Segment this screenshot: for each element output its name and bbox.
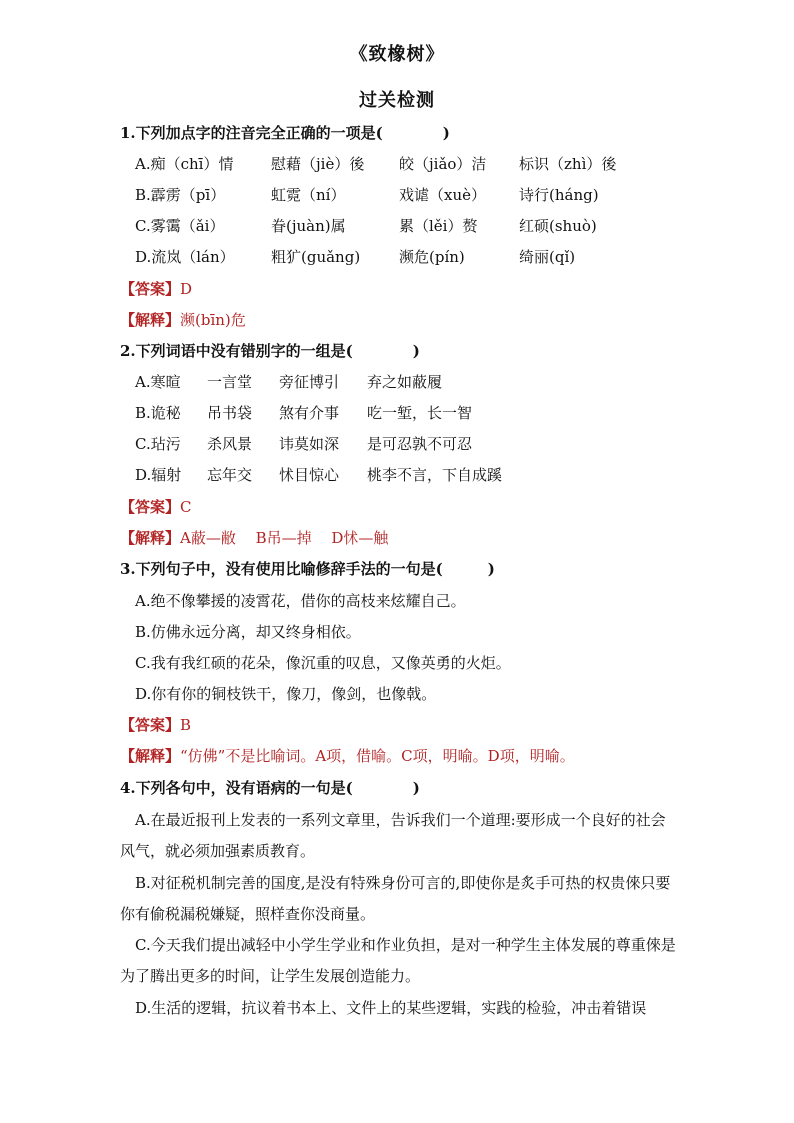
question-3-option-a: A.绝不像攀援的凌霄花，借你的高枝来炫耀自己。 xyxy=(135,592,466,610)
answer-tag: 【答案】 xyxy=(120,280,181,298)
question-3-explanation xyxy=(120,746,575,766)
explain-tag: 【解释】 xyxy=(120,747,181,765)
option-cell: 皎（jiǎo）洁 xyxy=(399,155,487,173)
option-cell: 濒危(pín) xyxy=(399,248,465,266)
answer-value: D xyxy=(180,280,193,298)
option-cell: 粗犷(guǎng) xyxy=(271,248,361,266)
question-1-answer xyxy=(120,279,192,299)
option-cell: A.痴（chī）情 xyxy=(135,155,234,173)
explain-text: 濒(bīn)危 xyxy=(180,311,246,329)
question-4-stem: 4.下列各句中，没有语病的一句是( ) xyxy=(120,779,420,797)
option-cell: 桃李不言，下自成蹊 xyxy=(367,466,503,484)
question-2-answer xyxy=(120,497,192,517)
option-cell: B.霹雳（pī） xyxy=(135,186,226,204)
question-4-option-b: B.对征税机制完善的国度,是没有特殊身份可言的,即使你是炙手可热的权贵倈只要你有偷税漏税嫌疑，照样查你没商量。 xyxy=(120,874,671,923)
option-cell: 绮丽(qǐ) xyxy=(519,248,576,266)
option-cell: 吊书袋 xyxy=(207,404,253,422)
answer-value: B xyxy=(180,716,192,734)
option-cell: 红硕(shuò) xyxy=(519,217,597,235)
option-cell: D.辐射 xyxy=(135,466,182,484)
question-2-explanation xyxy=(120,528,388,548)
option-cell: 煞有介事 xyxy=(279,404,340,422)
question-3-stem: 3.下列句子中，没有使用比喻修辞手法的一句是( ) xyxy=(120,560,495,578)
question-2-stem: 2.下列词语中没有错别字的一组是( ) xyxy=(120,342,420,360)
document-title: 《致橡树》 xyxy=(349,44,445,65)
option-cell: 是可忍孰不可忍 xyxy=(367,435,473,453)
question-1-explanation xyxy=(120,310,246,330)
question-3-option-d: D.你有你的铜枝铁干，像刀，像剑，也像戟。 xyxy=(135,685,437,703)
option-cell: 忘年交 xyxy=(207,466,253,484)
option-cell: B.诡秘 xyxy=(135,404,181,422)
answer-value: C xyxy=(180,498,192,516)
option-cell: 杀风景 xyxy=(207,435,253,453)
option-cell: 弃之如蔽履 xyxy=(367,373,443,391)
option-cell: 一言堂 xyxy=(207,373,253,391)
explain-text: “仿佛”不是比喻词。A项，借喻。C项，明喻。D项，明喻。 xyxy=(180,747,575,765)
option-cell: 眷(juàn)属 xyxy=(271,217,346,235)
option-cell: 诗行(háng) xyxy=(519,186,599,204)
option-cell: 累（lěi）赘 xyxy=(399,217,478,235)
question-4-option-c: C.今天我们提出减轻中小学生学业和作业负担，是对一种学生主体发展的尊重倈是为了腾出更多的时间，让学生发展创造能力。 xyxy=(120,936,676,985)
option-cell: C.雾霭（ǎi） xyxy=(135,217,225,235)
option-cell: 慰藉（jiè）後 xyxy=(271,155,365,173)
question-3-option-b: B.仿佛永远分离，却又终身相依。 xyxy=(135,623,361,641)
option-cell: A.寒暄 xyxy=(135,373,181,391)
option-cell: 讳莫如深 xyxy=(279,435,340,453)
document-subtitle: 过关检测 xyxy=(359,90,435,111)
explain-tag: 【解释】 xyxy=(120,529,181,547)
answer-tag: 【答案】 xyxy=(120,498,181,516)
option-cell: 戏谑（xuè） xyxy=(399,186,486,204)
option-cell: 旁征博引 xyxy=(279,373,340,391)
option-cell: D.流岚（lán） xyxy=(135,248,235,266)
question-1-stem: 1.下列加点字的注音完全正确的一项是( ) xyxy=(120,124,450,142)
option-cell: 标识（zhì）後 xyxy=(519,155,617,173)
question-4-option-d: D.生活的逻辑，抗议着书本上、文件上的某些逻辑，实践的检验，冲击着错误 xyxy=(135,999,647,1017)
question-3-option-c: C.我有我红硕的花朵，像沉重的叹息，又像英勇的火炬。 xyxy=(135,654,511,672)
option-cell: 吃一堑，长一智 xyxy=(367,404,473,422)
question-4-option-a: A.在最近报刊上发表的一系列文章里，告诉我们一个道理:要形成一个良好的社会风气，就必须加强素质教育。 xyxy=(120,811,666,860)
explain-text: A蔽—敝 B吊—掉 D怵—触 xyxy=(180,529,389,547)
option-cell: 虹霓（ní） xyxy=(271,186,346,204)
answer-tag: 【答案】 xyxy=(120,716,181,734)
option-cell: C.玷污 xyxy=(135,435,181,453)
explain-tag: 【解释】 xyxy=(120,311,181,329)
question-3-answer xyxy=(120,715,191,735)
option-cell: 怵目惊心 xyxy=(279,466,340,484)
